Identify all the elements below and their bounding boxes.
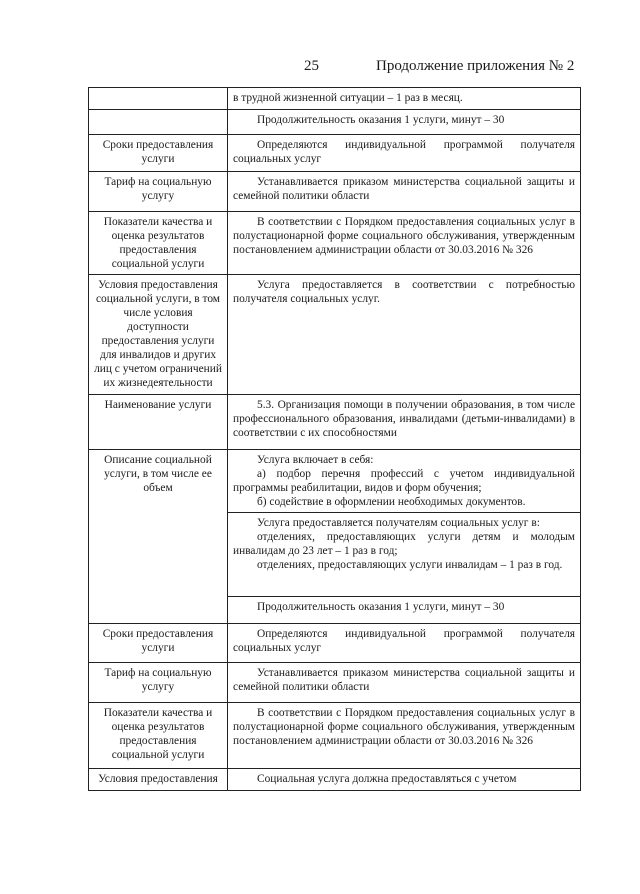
table-row <box>89 395 581 450</box>
right-cell <box>228 624 581 663</box>
cell-text: В соответствии с Порядком предоставления социальных услуг в полустационарной форме социального обслуживания, утвержденным постановлением администрации области от 30.03.2016 № 326 <box>233 707 575 747</box>
right-cell <box>228 450 581 513</box>
right-cell <box>228 769 581 791</box>
services-table <box>88 87 581 791</box>
left-cell-label: Тариф на социальную услугу <box>89 172 228 212</box>
cell-text: в трудной жизненной ситуации – 1 раз в месяц. <box>233 92 463 104</box>
left-cell-label: Тариф на социальную услугу <box>89 663 228 703</box>
left-cell-label: Показатели качества и оценка результатов предоставления социальной услуги <box>89 212 228 275</box>
table-row <box>89 172 581 212</box>
left-cell-label: Сроки предоставления услуги <box>89 624 228 663</box>
duration-text: Продолжительность оказания 1 услуги, минут – 30 <box>257 114 505 126</box>
table-row <box>89 663 581 703</box>
table-row <box>89 135 581 172</box>
right-cell <box>228 703 581 769</box>
table-row <box>89 110 581 135</box>
left-cell-label: Условия предоставления <box>89 769 228 791</box>
left-cell-label: Описание социальной услуги, в том числе ее объем <box>89 450 228 624</box>
cell-text: Услуга включает в себя: <box>257 454 374 466</box>
right-cell <box>228 110 581 135</box>
cell-text: Определяются индивидуальной программой получателя социальных услуг <box>233 628 575 654</box>
cell-text: отделениях, предоставляющих услуги детям и молодым инвалидам до 23 лет – 1 раз в год; <box>233 531 575 557</box>
table-row <box>89 703 581 769</box>
right-cell <box>228 172 581 212</box>
right-cell <box>228 597 581 624</box>
left-cell-label: Сроки предоставления услуги <box>89 135 228 172</box>
table-row <box>89 212 581 275</box>
right-cell <box>228 663 581 703</box>
cell-text: Услуга предоставляется получателям социальных услуг в: <box>257 517 540 529</box>
right-cell <box>228 395 581 450</box>
table-row <box>89 769 581 791</box>
left-cell-empty <box>89 88 228 110</box>
cell-text: б) содействие в оформлении необходимых документов. <box>257 496 526 508</box>
page-number: 25 <box>304 58 319 74</box>
right-cell <box>228 212 581 275</box>
cell-text: Определяются индивидуальной программой получателя социальных услуг <box>233 139 575 165</box>
cell-text: Устанавливается приказом министерства социальной защиты и семейной политики области <box>233 667 575 693</box>
table-row <box>89 450 581 513</box>
cell-text: Устанавливается приказом министерства социальной защиты и семейной политики области <box>233 176 575 202</box>
cell-text: В соответствии с Порядком предоставления социальных услуг в полустационарной форме социального обслуживания, утвержденным постановлением администрации области от 30.03.2016 № 326 <box>233 216 575 256</box>
right-cell <box>228 135 581 172</box>
right-cell <box>228 88 581 110</box>
table-row <box>89 275 581 395</box>
duration-text: Продолжительность оказания 1 услуги, минут – 30 <box>257 601 505 613</box>
left-cell-label: Наименование услуги <box>89 395 228 450</box>
table-row <box>89 624 581 663</box>
table-row <box>89 88 581 110</box>
cell-text: отделениях, предоставляющих услуги инвалидам – 1 раз в год. <box>257 559 563 571</box>
left-cell-empty <box>89 110 228 135</box>
cell-text: Социальная услуга должна предоставляться с учетом <box>257 773 517 785</box>
right-cell <box>228 275 581 395</box>
left-cell-label: Условия предоставления социальной услуги, в том числе условия доступности предоставления услуги для инвалидов и других лиц с учетом ограничений их жизнедеятельности <box>89 275 228 395</box>
appendix-continuation-title: Продолжение приложения № 2 <box>376 58 575 74</box>
right-cell <box>228 513 581 597</box>
left-cell-label: Показатели качества и оценка результатов предоставления социальной услуги <box>89 703 228 769</box>
cell-text: Услуга предоставляется в соответствии с потребностью получателя социальных услуг. <box>233 279 575 305</box>
service-name-text: 5.3. Организация помощи в получении образования, в том числе профессионального образования, инвалидами (детьми-инвалидами) в соответствии с их способностями <box>233 399 575 439</box>
cell-text: а) подбор перечня профессий с учетом индивидуальной программы реабилитации, видов и форм обучения; <box>233 468 575 494</box>
